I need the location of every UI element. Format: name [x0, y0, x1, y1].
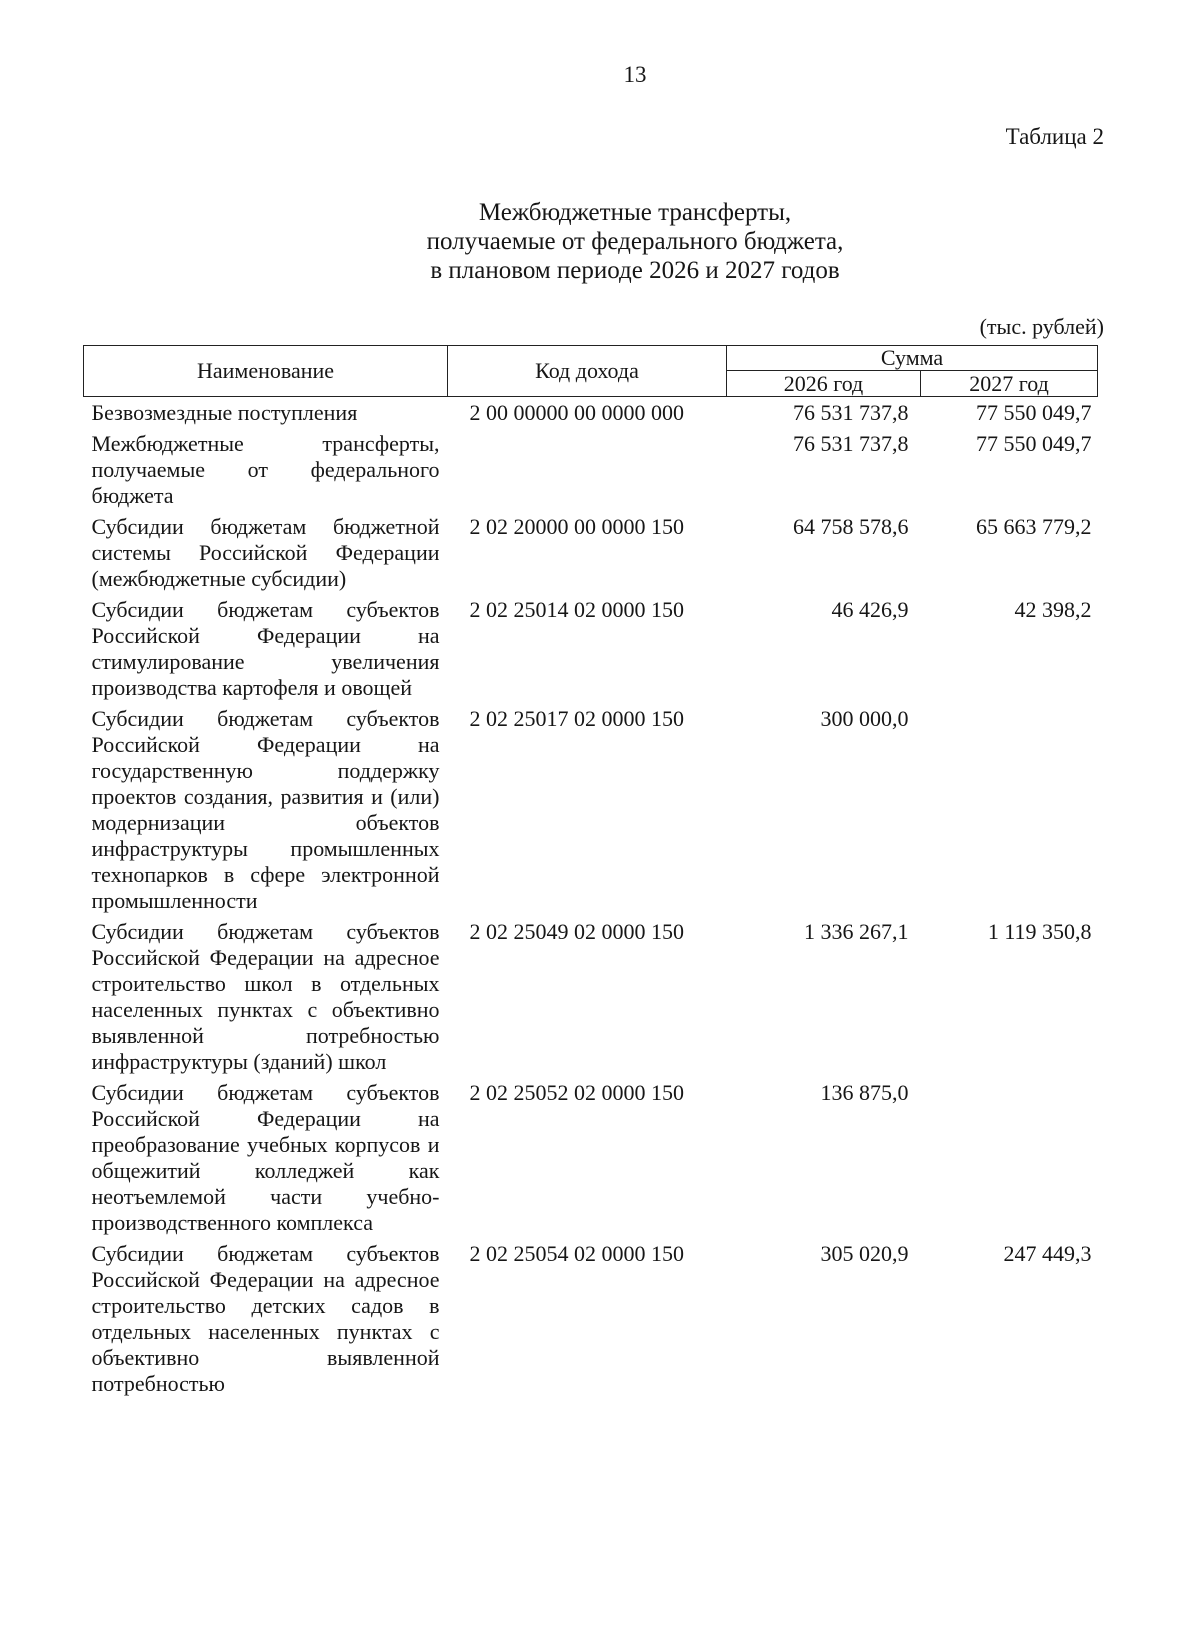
- row-code: 2 02 25049 02 0000 150: [469, 919, 684, 944]
- row-amount-2027: [921, 706, 1098, 919]
- table-row: [84, 431, 1098, 514]
- table-row: [84, 397, 1098, 432]
- page-number: 13: [623, 62, 647, 87]
- row-amount-2026: 305 020,9: [820, 1241, 909, 1266]
- row-amount-2026: 76 531 737,8: [793, 431, 909, 456]
- row-name: Субсидии бюджетам субъектов Российской Федерации на государственную поддержку проектов создания, развития и (или) модернизации объектов инфраструктуры промышленных технопарков в сфере электронной промышленности: [91, 706, 440, 913]
- row-code: [448, 431, 727, 514]
- row-code: 2 02 25054 02 0000 150: [469, 1241, 684, 1266]
- row-code: 2 02 25017 02 0000 150: [469, 706, 684, 731]
- row-amount-2026: 136 875,0: [820, 1080, 909, 1105]
- row-amount-2026: 1 336 267,1: [804, 919, 909, 944]
- header-year-2027: 2027 год: [921, 371, 1098, 397]
- row-amount-2026: 46 426,9: [831, 597, 909, 622]
- row-name: Субсидии бюджетам субъектов Российской Федерации на адресное строительство детских садов в отдельных населенных пунктах с объективно выявленной потребностью: [91, 1241, 440, 1396]
- row-name: Безвозмездные поступления: [91, 400, 358, 425]
- row-code: 2 02 25014 02 0000 150: [469, 597, 684, 622]
- transfers-table: [83, 345, 1098, 1402]
- row-amount-2027: 77 550 049,7: [976, 400, 1092, 425]
- header-name: Наименование: [84, 346, 448, 397]
- row-amount-2027: 247 449,3: [1003, 1241, 1092, 1266]
- table-row: [84, 1080, 1098, 1241]
- title-line-1: Межбюджетные трансферты,: [478, 199, 792, 226]
- row-code: 2 02 25052 02 0000 150: [469, 1080, 684, 1105]
- row-amount-2027: [921, 1080, 1098, 1241]
- row-amount-2027: 65 663 779,2: [976, 514, 1092, 539]
- header-year-2026: 2026 год: [727, 371, 921, 397]
- document-title: [0, 198, 1200, 285]
- row-amount-2027: 42 398,2: [1014, 597, 1092, 622]
- row-amount-2026: 76 531 737,8: [793, 400, 909, 425]
- row-amount-2027: 1 119 350,8: [987, 919, 1092, 944]
- table-row: [84, 1241, 1098, 1402]
- row-name: Субсидии бюджетам субъектов Российской Федерации на адресное строительство школ в отдельных населенных пунктах с объективно выявленной потребностью инфраструктуры (зданий) школ: [91, 919, 440, 1074]
- row-code: 2 00 00000 00 0000 000: [469, 400, 684, 425]
- table-row: [84, 706, 1098, 919]
- table-header: [84, 346, 1098, 397]
- row-amount-2026: 300 000,0: [820, 706, 909, 731]
- units-label: (тыс. рублей): [979, 314, 1104, 339]
- row-code: 2 02 20000 00 0000 150: [469, 514, 684, 539]
- header-sum: Сумма: [727, 346, 1098, 371]
- row-name: Субсидии бюджетам бюджетной системы Российской Федерации (межбюджетные субсидии): [91, 514, 440, 591]
- table-row: [84, 919, 1098, 1080]
- table-body: [84, 397, 1098, 1403]
- row-name: Субсидии бюджетам субъектов Российской Федерации на стимулирование увеличения производства картофеля и овощей: [91, 597, 440, 700]
- title-line-2: получаемые от федерального бюджета,: [426, 228, 844, 255]
- row-name: Субсидии бюджетам субъектов Российской Федерации на преобразование учебных корпусов и общежитий колледжей как неотъемлемой части учебно-производственного комплекса: [91, 1080, 440, 1235]
- header-code: Код дохода: [448, 346, 727, 397]
- row-name: Межбюджетные трансферты, получаемые от федерального бюджета: [91, 431, 440, 508]
- table-row: [84, 514, 1098, 597]
- row-amount-2027: 77 550 049,7: [976, 431, 1092, 456]
- table-label: Таблица 2: [1005, 124, 1104, 149]
- title-line-3: в плановом периоде 2026 и 2027 годов: [430, 257, 840, 284]
- row-amount-2026: 64 758 578,6: [793, 514, 909, 539]
- table-row: [84, 597, 1098, 706]
